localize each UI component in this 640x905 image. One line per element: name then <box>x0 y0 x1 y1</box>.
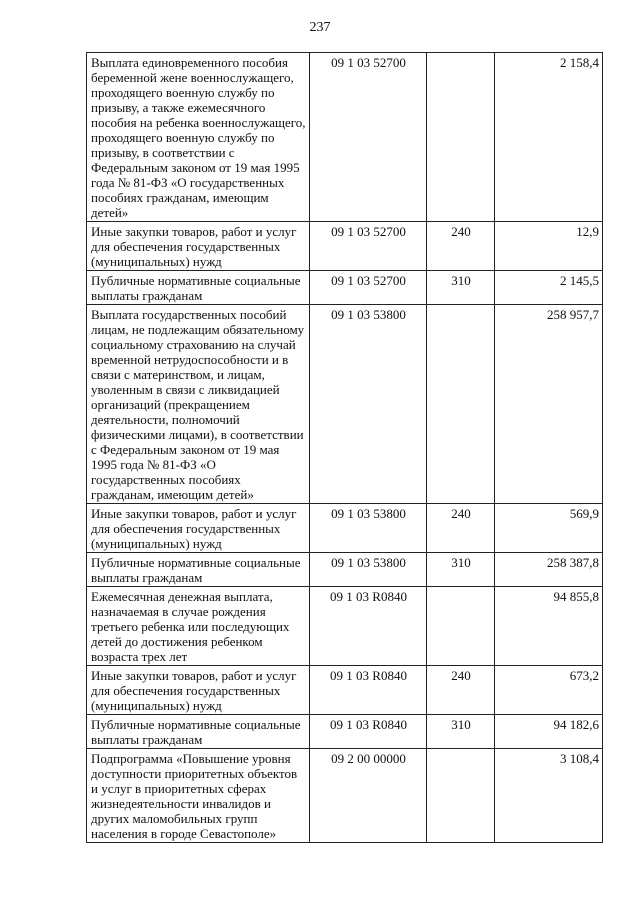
row-code: 09 1 03 52700 <box>310 222 427 271</box>
row-code: 09 1 03 R0840 <box>310 715 427 749</box>
row-amount: 2 158,4 <box>495 53 603 222</box>
row-expense-type <box>427 587 495 666</box>
row-name-cell <box>87 305 310 504</box>
row-amount: 2 145,5 <box>495 271 603 305</box>
table-row <box>87 666 603 715</box>
row-amount: 94 855,8 <box>495 587 603 666</box>
table-row <box>87 587 603 666</box>
row-expense-type: 240 <box>427 666 495 715</box>
row-name: Иные закупки товаров, работ и услуг для обеспечения государственных (муниципальных) нужд <box>91 506 297 551</box>
row-amount: 258 957,7 <box>495 305 603 504</box>
row-expense-type <box>427 53 495 222</box>
row-name-cell <box>87 53 310 222</box>
table-row <box>87 749 603 843</box>
table-row <box>87 504 603 553</box>
table-row <box>87 53 603 222</box>
row-code: 09 1 03 53800 <box>310 504 427 553</box>
row-code: 09 1 03 R0840 <box>310 666 427 715</box>
budget-table <box>86 52 603 843</box>
row-name-cell <box>87 666 310 715</box>
row-expense-type: 310 <box>427 553 495 587</box>
row-name-cell <box>87 749 310 843</box>
row-expense-type <box>427 305 495 504</box>
row-name: Подпрограмма «Повышение уровня доступности приоритетных объектов и услуг в приоритетных сферах жизнедеятельности инвалидов и других маломобильных групп населения в городе Севастополе» <box>91 751 298 841</box>
row-code: 09 1 03 R0840 <box>310 587 427 666</box>
row-name: Иные закупки товаров, работ и услуг для обеспечения государственных (муниципальных) нужд <box>91 224 297 269</box>
row-name-cell <box>87 553 310 587</box>
row-expense-type: 310 <box>427 715 495 749</box>
row-name: Ежемесячная денежная выплата, назначаемая в случае рождения третьего ребенка или последующих детей до достижения ребенком возраста трех лет <box>91 589 290 664</box>
table-row <box>87 553 603 587</box>
row-code: 09 1 03 53800 <box>310 305 427 504</box>
row-amount: 569,9 <box>495 504 603 553</box>
table-row <box>87 715 603 749</box>
row-amount: 673,2 <box>495 666 603 715</box>
row-expense-type: 240 <box>427 504 495 553</box>
row-code: 09 1 03 53800 <box>310 553 427 587</box>
row-expense-type: 310 <box>427 271 495 305</box>
row-code: 09 1 03 52700 <box>310 53 427 222</box>
row-name-cell <box>87 222 310 271</box>
row-name: Публичные нормативные социальные выплаты гражданам <box>91 717 301 747</box>
row-amount: 94 182,6 <box>495 715 603 749</box>
row-name-cell <box>87 271 310 305</box>
row-name-cell <box>87 715 310 749</box>
table-row <box>87 222 603 271</box>
table-row <box>87 305 603 504</box>
row-amount: 3 108,4 <box>495 749 603 843</box>
row-code: 09 2 00 00000 <box>310 749 427 843</box>
row-amount: 12,9 <box>495 222 603 271</box>
row-expense-type: 240 <box>427 222 495 271</box>
row-name: Выплата единовременного пособия беременной жене военнослужащего, проходящего военную службу по призыву, а также ежемесячного пособия на ребенка военнослужащего, проходящего военную службу по призыву, в соответствии с Федеральным законом от 19 мая 1995 года № 81-ФЗ «О государственных пособиях гражданам, имеющим детей» <box>91 55 306 220</box>
row-expense-type <box>427 749 495 843</box>
table-row <box>87 271 603 305</box>
row-name: Публичные нормативные социальные выплаты гражданам <box>91 273 301 303</box>
row-name: Публичные нормативные социальные выплаты гражданам <box>91 555 301 585</box>
row-code: 09 1 03 52700 <box>310 271 427 305</box>
row-name-cell <box>87 504 310 553</box>
row-amount: 258 387,8 <box>495 553 603 587</box>
row-name: Выплата государственных пособий лицам, не подлежащим обязательному социальному страхованию на случай временной нетрудоспособности и в связи с материнством, и лицам, уволенным в связи с ликвидацией организаций (прекращением деятельности, полномочий физическими лицами), в соответствии с Федеральным законом от 19 мая 1995 года № 81-ФЗ «О государственных пособиях гражданам, имеющим детей» <box>91 307 305 502</box>
row-name-cell <box>87 587 310 666</box>
row-name: Иные закупки товаров, работ и услуг для обеспечения государственных (муниципальных) нужд <box>91 668 297 713</box>
page-number: 237 <box>309 20 331 35</box>
